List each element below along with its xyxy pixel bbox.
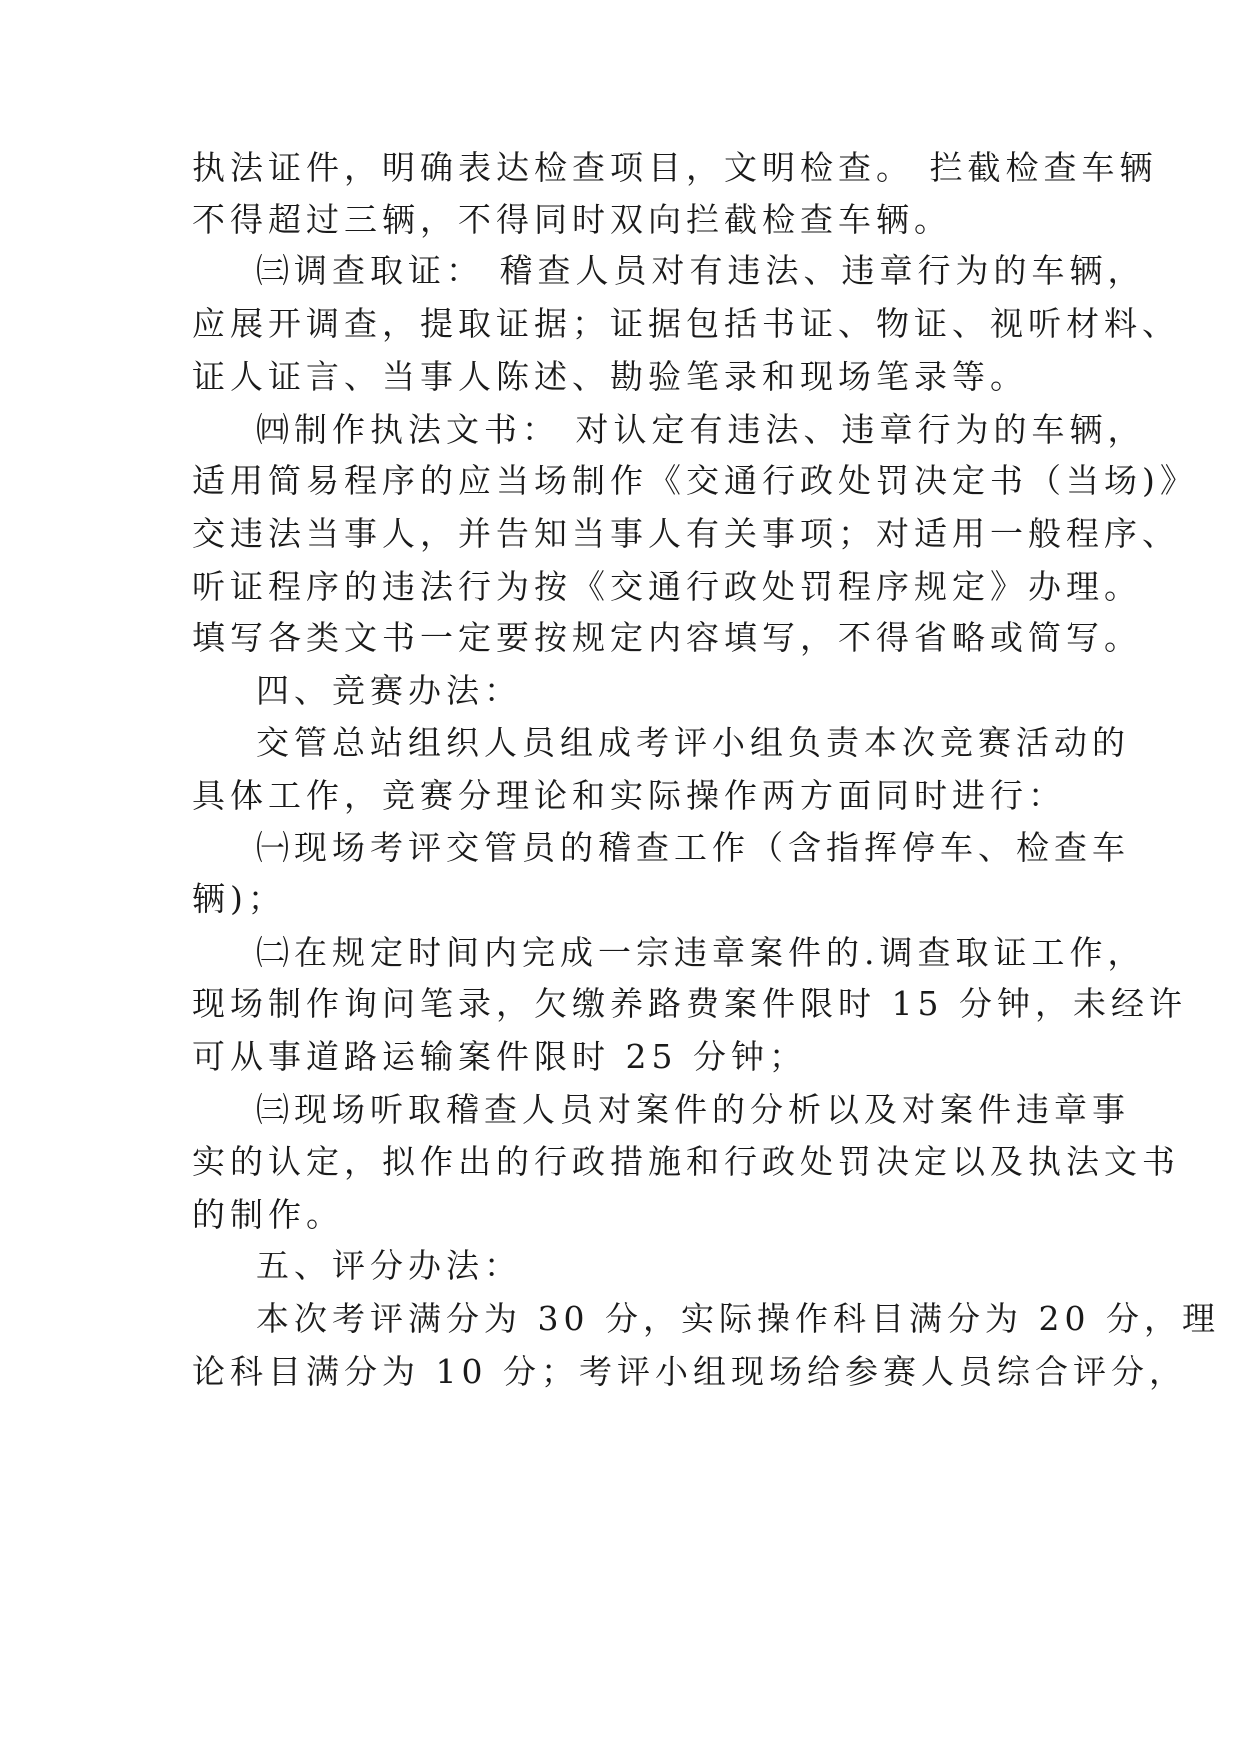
text-line: 执法证件，明确表达检查项目，文明检查。 拦截检查车辆 <box>192 148 1158 187</box>
text-line: 具体工作，竞赛分理论和实际操作两方面同时进行： <box>192 776 1066 815</box>
text-line: 本次考评满分为 30 分，实际操作科目满分为 20 分，理 <box>256 1299 1220 1338</box>
text-line: ㈠现场考评交管员的稽查工作（含指挥停车、检查车 <box>256 828 1130 867</box>
section-heading: 四、竞赛办法： <box>256 671 522 710</box>
text-line: 适用简易程序的应当场制作《交通行政处罚决定书（当场)》 <box>192 461 1198 500</box>
text-line: 实的认定，拟作出的行政措施和行政处罚决定以及执法文书 <box>192 1142 1180 1181</box>
text-line: 应展开调查，提取证据；证据包括书证、物证、视听材料、 <box>192 304 1180 343</box>
text-line: 听证程序的违法行为按《交通行政处罚程序规定》办理。 <box>192 567 1142 606</box>
section-heading: 五、评分办法： <box>256 1246 522 1285</box>
text-line: 的制作。 <box>192 1195 344 1234</box>
text-line: ㈣制作执法文书： 对认定有违法、违章行为的车辆， <box>256 410 1146 449</box>
text-line: 辆)； <box>192 879 286 918</box>
text-line: 填写各类文书一定要按规定内容填写，不得省略或简写。 <box>192 618 1142 657</box>
text-line: 交管总站组织人员组成考评小组负责本次竞赛活动的 <box>256 723 1130 762</box>
text-line: ㈢调查取证： 稽查人员对有违法、违章行为的车辆， <box>256 251 1146 290</box>
text-line: 证人证言、当事人陈述、勘验笔录和现场笔录等。 <box>192 357 1028 396</box>
text-line: 不得超过三辆，不得同时双向拦截检查车辆。 <box>192 200 952 239</box>
text-line: ㈡在规定时间内完成一宗违章案件的.调查取证工作， <box>256 933 1146 972</box>
text-line: 论科目满分为 10 分；考评小组现场给参赛人员综合评分， <box>192 1352 1187 1391</box>
text-line: 交违法当事人，并告知当事人有关事项；对适用一般程序、 <box>192 514 1180 553</box>
text-line: ㈢现场听取稽查人员对案件的分析以及对案件违章事 <box>256 1090 1130 1129</box>
text-line: 可从事道路运输案件限时 25 分钟； <box>192 1037 807 1076</box>
text-line: 现场制作询问笔录，欠缴养路费案件限时 15 分钟，未经许 <box>192 984 1187 1023</box>
